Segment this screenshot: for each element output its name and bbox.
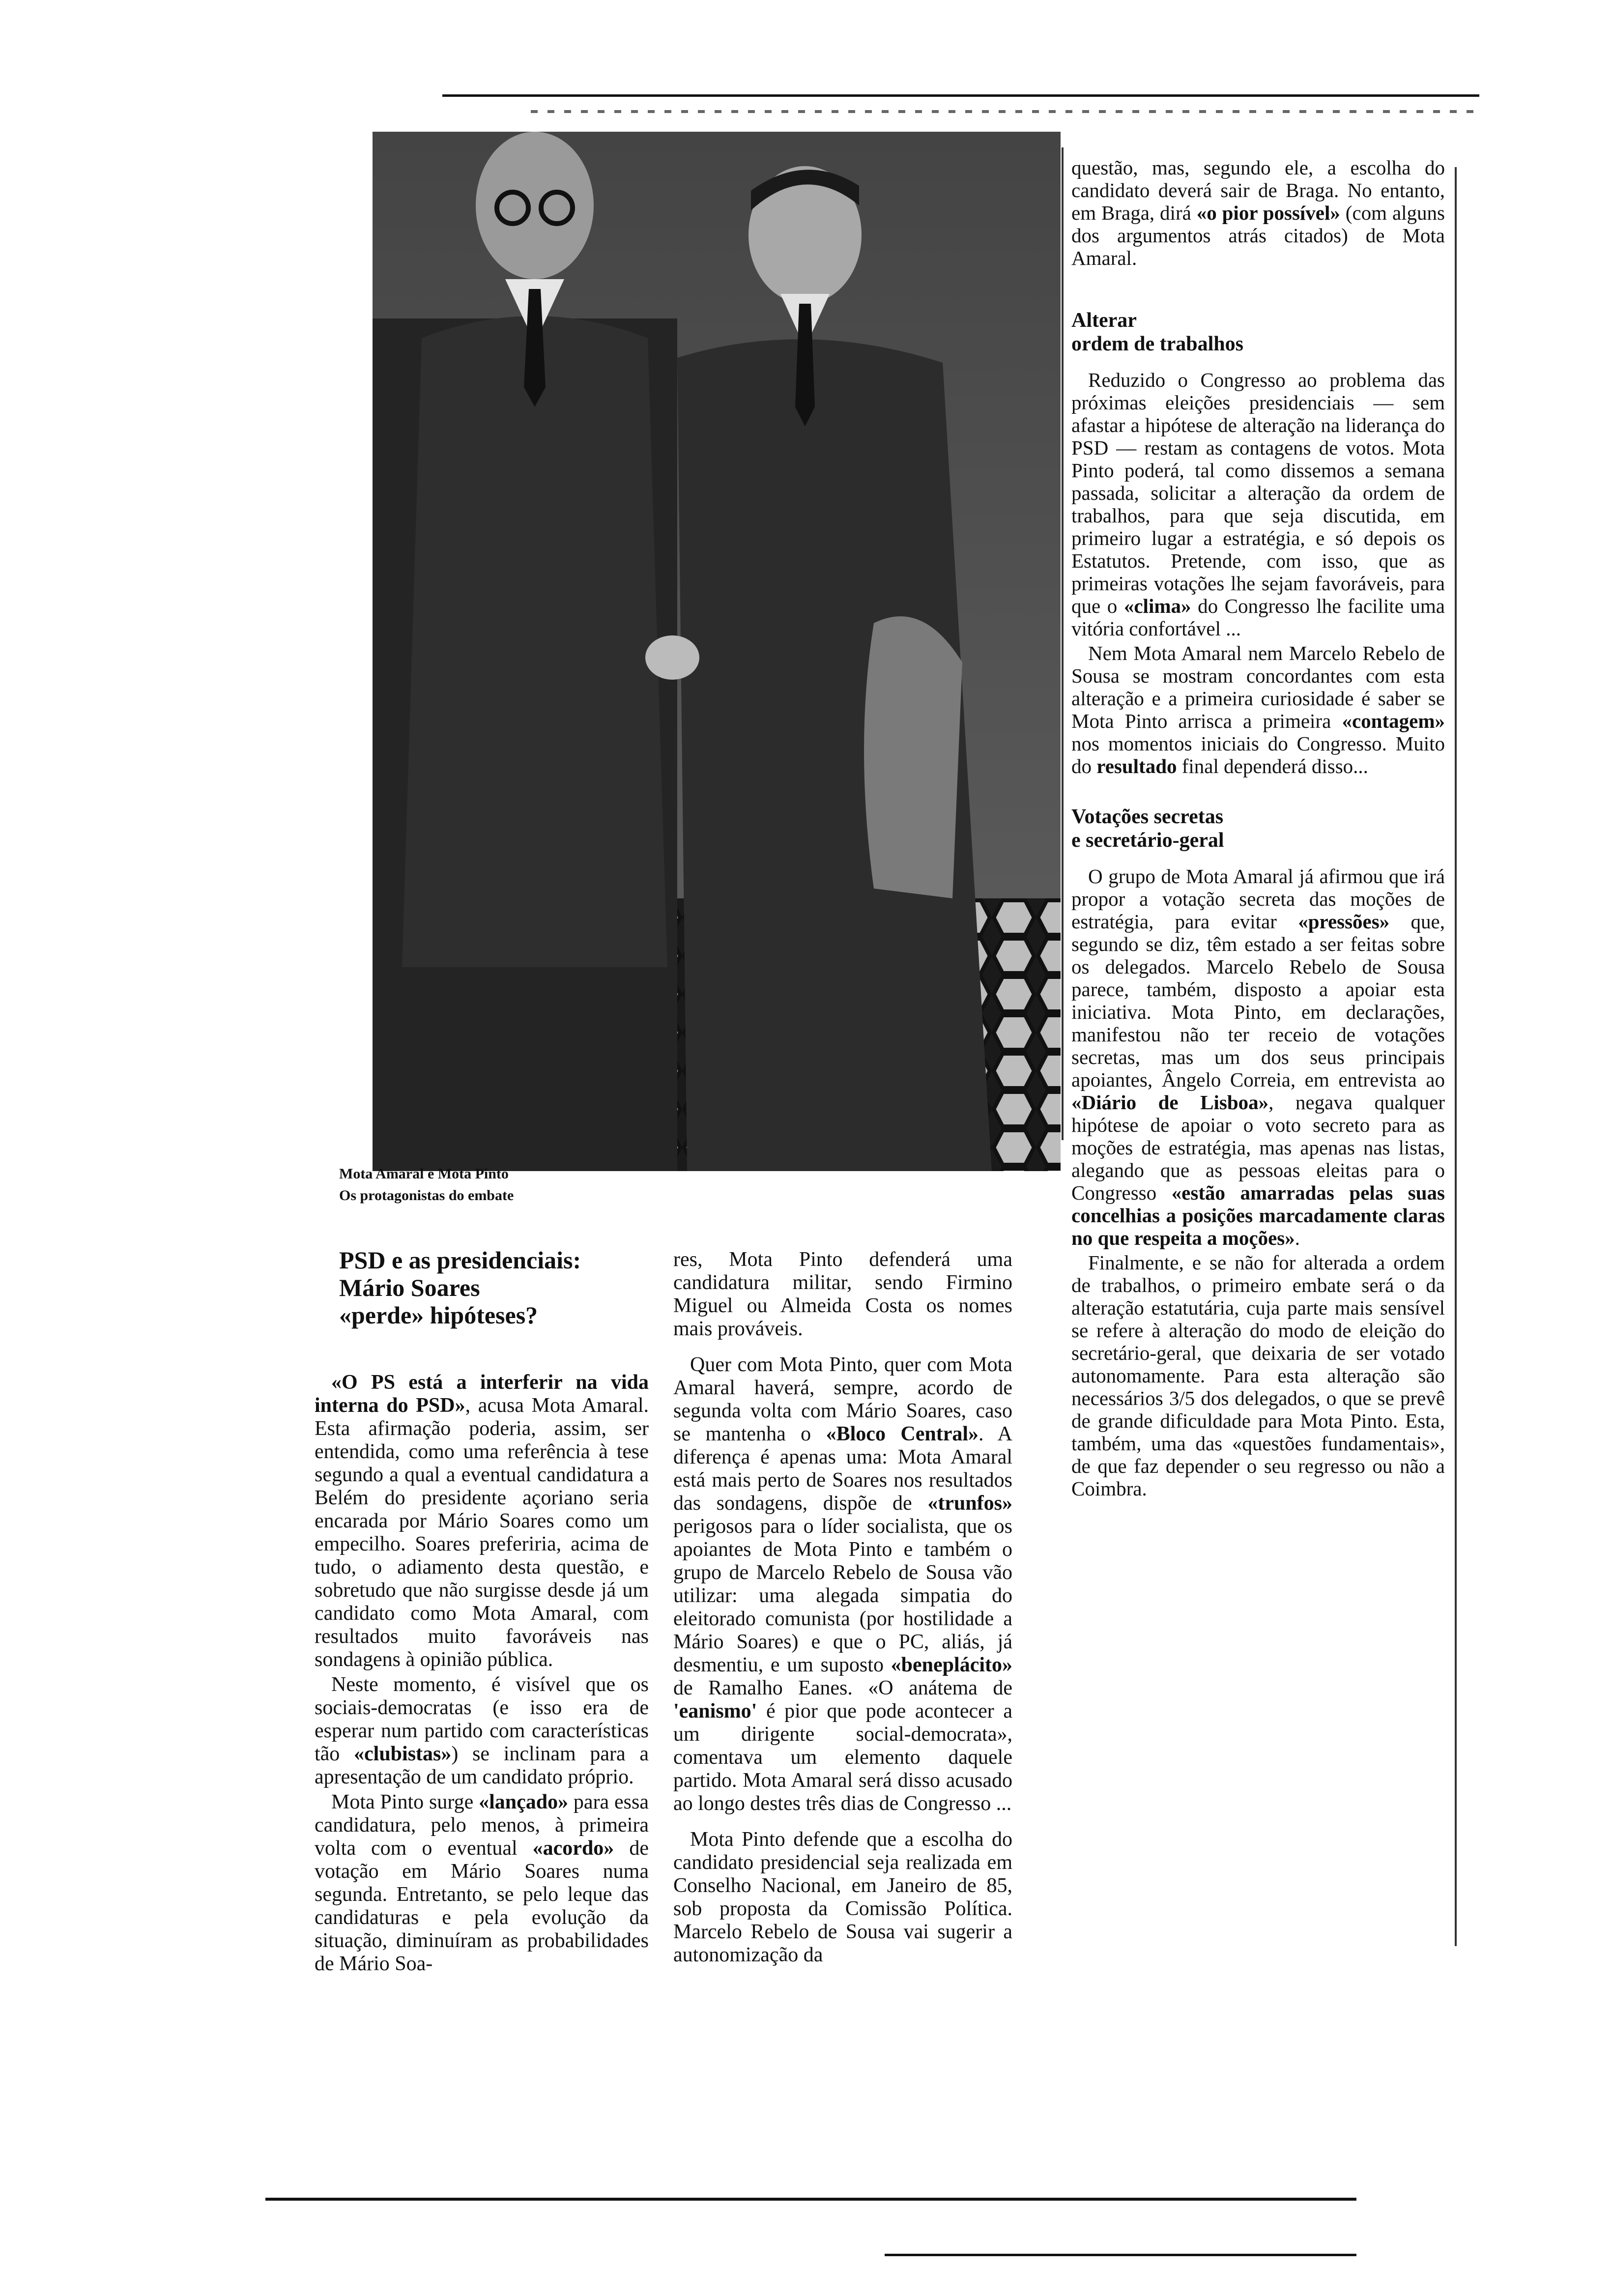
- col2-p2-text-a: Quer com Mota Pinto, quer com Mota Amaral haverá, sempre, acordo de segunda volta com Mário Soares, caso se mantenha o: [673, 1353, 1012, 1445]
- col3-p2-text-b: do Congresso lhe facilite uma vitória confortável ...: [1071, 595, 1445, 640]
- col3-p3-bold2: resultado: [1096, 755, 1177, 777]
- col3-p3-text-a: Nem Mota Amaral nem Marcelo Rebelo de Sousa se mostram concordantes com esta alteração e a primeira curiosidade é saber se Mota Pinto arrisca a primeira: [1071, 642, 1445, 732]
- right-margin-rule: [1455, 167, 1457, 1946]
- col1-p2-text-a: Neste momento, é visível que os sociais-democratas (e isso era de esperar num partido com características tão: [315, 1673, 649, 1765]
- col3-p3-text-c: final dependerá disso...: [1177, 755, 1368, 777]
- subheading-votacoes-line1: Votações secretas: [1071, 805, 1224, 828]
- col2-p2-bold1: «Bloco Central»: [826, 1423, 979, 1445]
- col1-p1-quote: «O PS está a interferir na vida interna do PSD»: [315, 1371, 649, 1417]
- top-dotted-rule: [531, 110, 1479, 113]
- col3-paragraph-3: [1071, 642, 1445, 777]
- col2-paragraph-1: res, Mota Pinto defenderá uma candidatura militar, sendo Firmino Miguel ou Almeida Costa os nomes mais prováveis.: [673, 1248, 1012, 1340]
- col1-paragraph-1: [315, 1371, 649, 1671]
- col1-p3-text-a: Mota Pinto surge: [331, 1791, 479, 1813]
- top-rule: [442, 94, 1479, 97]
- subheading-votacoes-line2: e secretário-geral: [1071, 829, 1224, 852]
- col3-paragraph-2: [1071, 369, 1445, 640]
- col3-p2-text-a: Reduzido o Congresso ao problema das próximas eleições presidenciais — sem afastar a hipótese de alteração na liderança do PSD — restam as contagens de votos. Mota Pinto poderá, tal como dissemos a semana passada, solicitar a alteração da ordem de trabalhos, para que seja discutida, em primeiro lugar a estratégia, e só depois os Estatutos. Pretende, com isso, que as primeiras votações lhe sejam favoráveis, para que o: [1071, 369, 1445, 617]
- col3-p3-text-b: nos momentos iniciais do Congresso. Muito do: [1071, 732, 1445, 777]
- bottom-rule-short: [885, 2254, 1356, 2256]
- col3-p1-text-b: (com alguns dos argumentos atrás citados) de Mota Amaral.: [1071, 201, 1445, 269]
- col3-p4-bold2: «Diário de Lisboa»: [1071, 1091, 1269, 1114]
- col2-p2-text-c: perigosos para o líder socialista, que os apoiantes de Mota Pinto e também o grupo de Marcelo Rebelo de Sousa vão utilizar: uma alegada simpatia do eleitorado comunista (por hostilidade a Mário Soares) e que o PC, aliás, já desmentiu, e um suposto: [673, 1515, 1012, 1676]
- photo: [373, 132, 1061, 1171]
- col3-p4-text-c: , negava qualquer hipótese de apoiar o voto secreto para as moções de estratégia, mas apenas nas listas, alegando que as pessoas eleitas para o Congresso: [1071, 1091, 1445, 1204]
- article-column-3: [1071, 156, 1445, 1502]
- subheading-votacoes: [1071, 805, 1445, 852]
- col3-p4-text-d: .: [1295, 1227, 1300, 1249]
- col2-p2-bold3: «beneplácito»: [891, 1654, 1012, 1676]
- column-rule-photo: [1062, 147, 1064, 1140]
- col3-p4-bold3: «estão amarradas pelas suas concelhias a posições marcadamente claras no que respeita a moções»: [1071, 1181, 1445, 1249]
- col2-p2-text-e: é pior que pode acontecer a um dirigente social-democrata», comentava um elemento daquele partido. Mota Amaral será disso acusado ao longo destes três dias de Congresso ...: [673, 1700, 1012, 1815]
- article-column-1: [315, 1371, 649, 1978]
- col1-p3-text-c: de votação em Mário Soares numa segunda. Entretanto, se pelo leque das candidaturas e pela evolução da situação, diminuíram as probabilidades de Mário Soa-: [315, 1837, 649, 1975]
- article-column-2: [673, 1248, 1012, 1969]
- col1-p3-bold2: «acordo»: [532, 1837, 614, 1860]
- col3-p4-bold: «pressões»: [1298, 910, 1390, 933]
- col2-p2-text-b: . A diferença é apenas uma: Mota Amaral está mais perto de Soares nos resultados das sondagens, dispõe de: [673, 1423, 1013, 1515]
- col3-paragraph-1: [1071, 156, 1445, 269]
- col2-p2-bold4: 'eanismo': [673, 1700, 757, 1722]
- headline-line2: Mário Soares: [339, 1274, 480, 1301]
- photo-caption-line1: Mota Amaral e Mota Pinto: [339, 1166, 509, 1182]
- col3-p3-bold1: «contagem»: [1342, 710, 1445, 732]
- col2-p2-bold2: «trunfos»: [927, 1492, 1012, 1515]
- subheading-alterar: [1071, 309, 1445, 356]
- col3-p4-text-b: que, segundo se diz, têm estado a ser feitas sobre os delegados. Marcelo Rebelo de Sousa parece, também, disposto a apoiar esta iniciativa. Mota Pinto, em declarações, manifestou não ter receio de votações secretas, mas um dos seus principais apoiantes, Ângelo Correia, em entrevista ao: [1071, 910, 1445, 1091]
- col1-p3-text-b: para essa candidatura, pelo menos, à primeira volta com o eventual: [315, 1791, 649, 1860]
- col3-p2-bold: «clima»: [1123, 595, 1191, 617]
- col2-p2-text-d: de Ramalho Eanes. «O anátema de: [673, 1677, 1012, 1699]
- col3-p4-text-a: O grupo de Mota Amaral já afirmou que irá propor a votação secreta das moções de estratégia, para evitar: [1071, 865, 1445, 933]
- col1-p1-text: , acusa Mota Amaral. Esta afirmação poderia, assim, ser entendida, como uma referência à tese segundo a qual a eventual candidatura a Belém do presidente açoriano seria encarada por Mário Soares como um empecilho. Soares preferiria, acima de tudo, o adiamento desta questão, e sobretudo que não surgisse desde já um candidato como Mota Amaral, com resultados muito favoráveis nas sondagens à opinião pública.: [315, 1394, 649, 1671]
- col3-p1-text-a: questão, mas, segundo ele, a escolha do candidato deverá sair de Braga. No entanto, em Braga, dirá: [1071, 156, 1445, 224]
- bottom-rule: [265, 2198, 1356, 2201]
- headline-line3: «perde» hipóteses?: [339, 1301, 538, 1329]
- col1-p2-bold: «clubistas»: [354, 1743, 452, 1765]
- subheading-alterar-line1: Alterar: [1071, 309, 1137, 332]
- col3-paragraph-4: [1071, 865, 1445, 1249]
- photo-image: [373, 132, 1061, 1171]
- headline-line1: PSD e as presidenciais:: [339, 1246, 581, 1274]
- photo-caption-line2: Os protagonistas do embate: [339, 1187, 514, 1204]
- col2-paragraph-2: [673, 1353, 1012, 1815]
- col3-paragraph-5: Finalmente, e se não for alterada a ordem de trabalhos, o primeiro embate será o da alteração estatutária, cuja parte mais sensível se refere à alteração do modo de eleição do secretário-geral, que deixaria de ser votado autonomamente. Para esta alteração são necessários 3/5 dos delegados, o que se prevê de grande dificuldade para Mota Pinto. Esta, também, uma das «questões fundamentais», de que faz depender o seu regresso ou não a Coimbra.: [1071, 1251, 1445, 1500]
- col1-p2-text-b: ) se inclinam para a apresentação de um candidato próprio.: [315, 1743, 649, 1788]
- col1-p3-bold1: «lançado»: [479, 1791, 569, 1813]
- col3-p1-bold: «o pior possível»: [1196, 201, 1340, 224]
- headline: [339, 1246, 614, 1329]
- subheading-alterar-line2: ordem de trabalhos: [1071, 333, 1243, 355]
- col2-paragraph-3: Mota Pinto defende que a escolha do candidato presidencial seja realizada em Conselho Nacional, em Janeiro de 85, sob proposta da Comissão Política. Marcelo Rebelo de Sousa vai sugerir a autonomização da: [673, 1828, 1012, 1966]
- col1-paragraph-2: [315, 1673, 649, 1789]
- col1-paragraph-3: [315, 1791, 649, 1976]
